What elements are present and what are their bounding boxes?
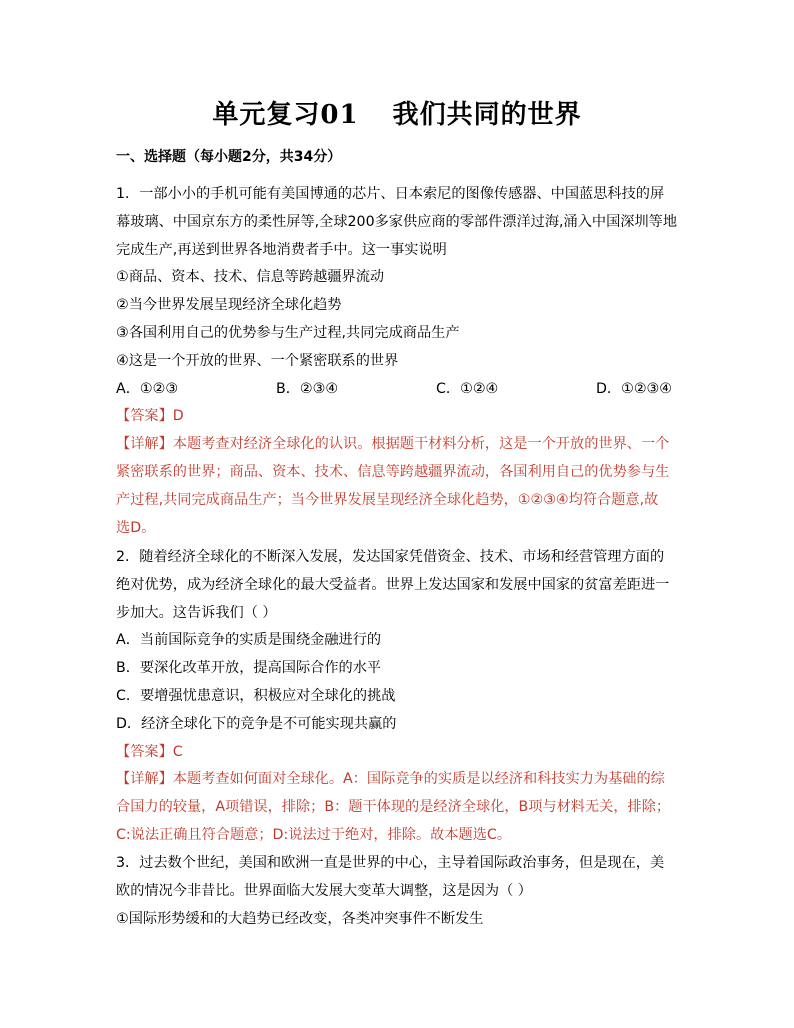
q1-option-d: D．①②③④ (596, 380, 672, 397)
section-heading: 一、选择题（每小题2分，共34分） (116, 149, 342, 165)
q2-option-a: A．当前国际竞争的实质是围绕金融进行的 (116, 632, 382, 649)
q1-stem-line: 幕玻璃、中国京东方的柔性屏等,全球200多家供应商的零部件漂洋过海,涌入中国深圳等地 (116, 213, 678, 230)
q2-analysis-line: 合国力的较量，A项错误，排除；B：题干体现的是经济全球化，B项与材料无关，排除； (116, 799, 671, 816)
question-1 (116, 181, 676, 542)
q1-statement: ②当今世界发展呈现经济全球化趋势 (116, 297, 342, 314)
title-topic: 我们共同的世界 (392, 100, 582, 130)
q2-option-d: D．经济全球化下的竞争是不可能实现共赢的 (116, 715, 397, 732)
q2-answer: 【答案】C (116, 743, 183, 760)
question-3 (116, 850, 676, 933)
q1-answer: 【答案】D (116, 408, 184, 425)
q3-stem-line: 3．过去数个世纪，美国和欧洲一直是世界的中心，主导着国际政治事务，但是现在，美 (116, 855, 665, 871)
document-title (0, 94, 794, 131)
q1-analysis-line: 选D。 (116, 519, 156, 536)
q1-stem-line: 1．一部小小的手机可能有美国博通的芯片、日本索尼的图像传感器、中国蓝思科技的屏 (116, 186, 665, 202)
q1-option-a: A．①②③ (116, 380, 179, 397)
q2-analysis-line: 【详解】本题考查如何面对全球化。A：国际竞争的实质是以经济和科技实力为基础的综 (116, 771, 665, 788)
q1-statement: ③各国利用自己的优势参与生产过程,共同完成商品生产 (116, 324, 460, 341)
question-2 (116, 544, 676, 850)
q2-option-c: C．要增强忧患意识，积极应对全球化的挑战 (116, 687, 396, 704)
q3-stem-line: 欧的情况今非昔比。世界面临大发展大变革大调整，这是因为（ ） (116, 882, 532, 899)
title-unit: 单元复习01 (212, 100, 359, 130)
q1-statement: ④这是一个开放的世界、一个紧密联系的世界 (116, 352, 399, 369)
q1-statement: ①商品、资本、技术、信息等跨越疆界流动 (116, 269, 385, 286)
q1-option-b: B．②③④ (276, 380, 339, 397)
q1-analysis-line: 紧密联系的世界；商品、资本、技术、信息等跨越疆界流动，各国利用自己的优势参与生 (116, 463, 670, 480)
q1-analysis-line: 【详解】本题考查对经济全球化的认识。根据题干材料分析，这是一个开放的世界、一个 (116, 436, 670, 453)
q2-stem-line: 绝对优势，成为经济全球化的最大受益者。世界上发达国家和发展中国家的贫富差距进一 (116, 576, 670, 593)
q2-stem-line: 2．随着经济全球化的不断深入发展，发达国家凭借资金、技术、市场和经营管理方面的 (116, 549, 665, 565)
q3-statement: ①国际形势缓和的大趋势已经改变，各类冲突事件不断发生 (116, 910, 484, 927)
q1-option-c: C．①②④ (436, 380, 499, 397)
q2-option-b: B．要深化改革开放，提高国际合作的水平 (116, 660, 382, 677)
q2-stem-line: 步加大。这告诉我们（ ） (116, 604, 277, 621)
q1-analysis-line: 产过程,共同完成商品生产；当今世界发展呈现经济全球化趋势，①②③④均符合题意,故 (116, 491, 659, 508)
q1-options (116, 376, 672, 404)
q1-stem-line: 完成生产,再送到世界各地消费者手中。这一事实说明 (116, 241, 447, 258)
q2-analysis-line: C:说法正确且符合题意；D:说法过于绝对，排除。故本题选C。 (116, 826, 511, 843)
